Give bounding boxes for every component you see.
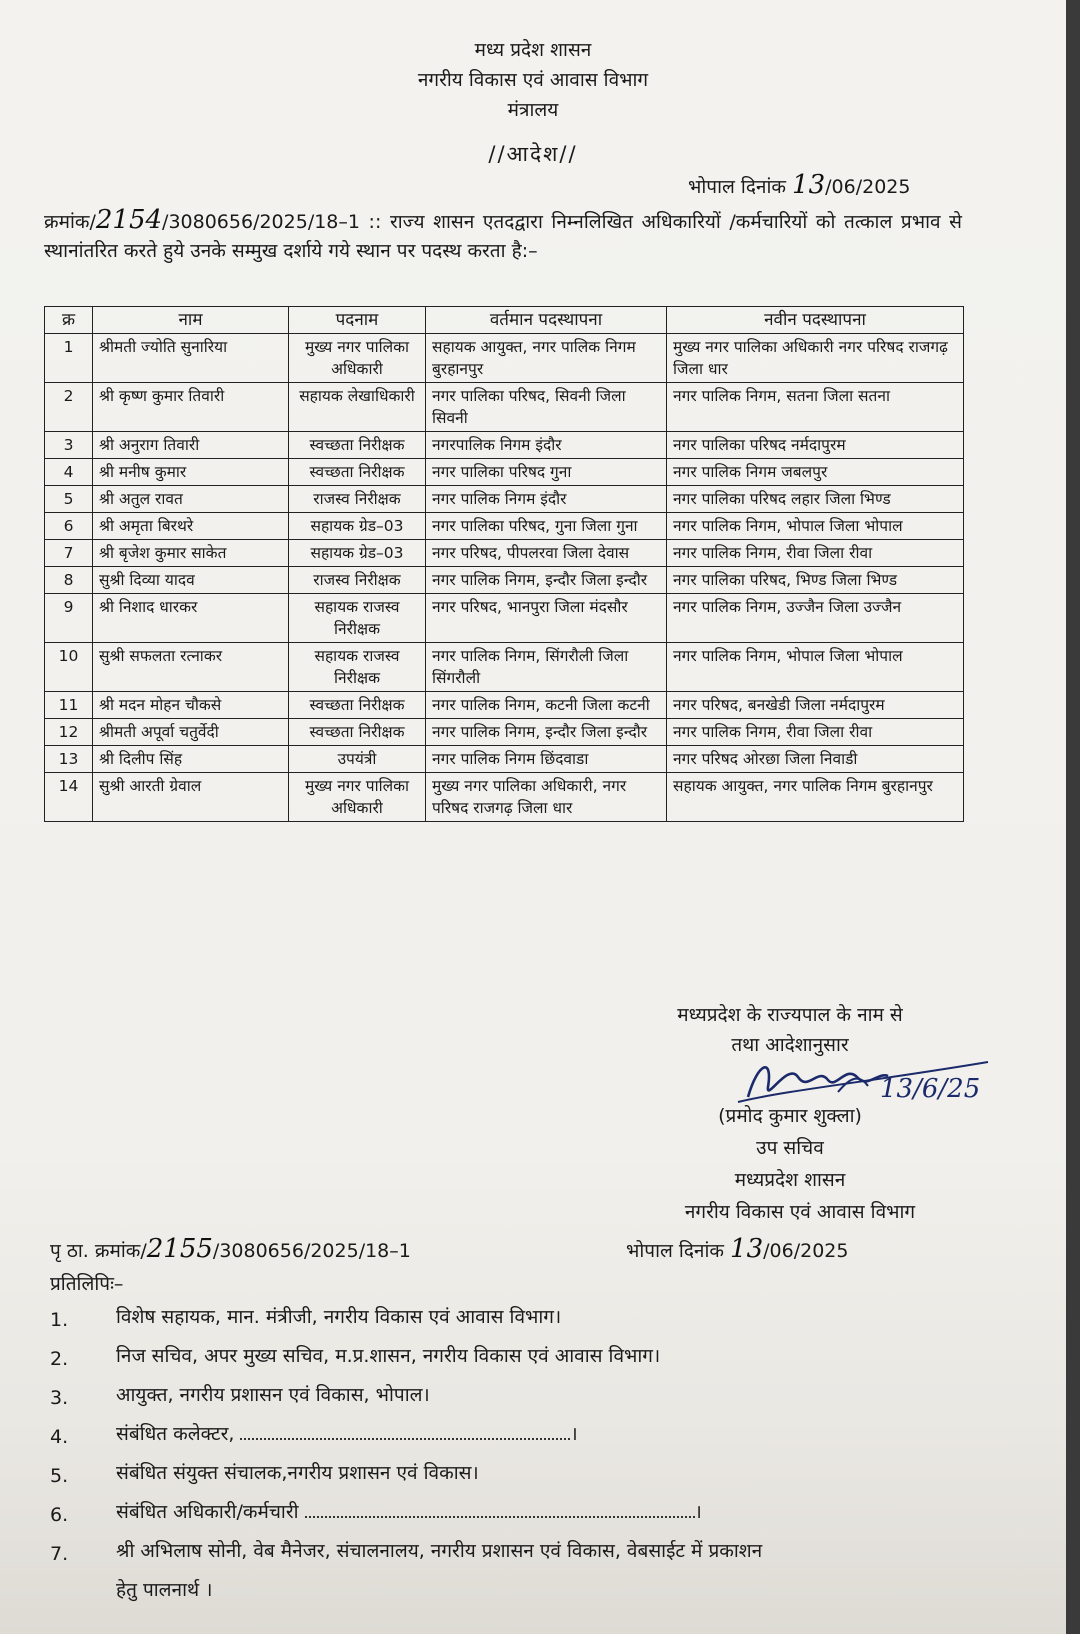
copy-item-continuation	[50, 1576, 990, 1615]
endorsement-date-prefix: भोपाल दिनांक	[626, 1240, 724, 1262]
date-suffix: /06/2025	[825, 176, 911, 198]
copy-item	[50, 1342, 990, 1381]
end-mark: ।	[694, 1501, 702, 1523]
date-handwritten: 13	[792, 170, 826, 200]
table-row	[45, 719, 964, 746]
cell-sno: 8	[45, 567, 93, 594]
table-row	[45, 746, 964, 773]
table-row	[45, 334, 964, 383]
signatory-department: नगरीय विकास एवं आवास विभाग	[684, 1201, 916, 1223]
order-paragraph	[44, 206, 962, 266]
cell-current: नगर पालिक निगम, सिंगरौली जिला सिंगरौली	[426, 643, 667, 692]
cell-sno: 10	[45, 643, 93, 692]
copy-item	[50, 1459, 990, 1498]
order-line: तथा आदेशानुसार	[731, 1034, 849, 1056]
end-mark: ।	[570, 1423, 578, 1445]
fill-blank	[240, 1424, 570, 1440]
cell-current: नगर पालिका परिषद, सिवनी जिला सिवनी	[426, 383, 667, 432]
date-prefix: भोपाल दिनांक	[688, 176, 786, 198]
cell-sno: 14	[45, 773, 93, 822]
table-body	[45, 334, 964, 822]
table-header-row	[45, 307, 964, 334]
order-date	[688, 170, 910, 200]
cell-current: नगर पालिका परिषद गुना	[426, 459, 667, 486]
cell-current: नगर पालिक निगम, कटनी जिला कटनी	[426, 692, 667, 719]
table-row	[45, 643, 964, 692]
cell-post: सहायक ग्रेड–03	[289, 540, 426, 567]
copy-item-number: 3.	[50, 1387, 69, 1409]
cell-post: राजस्व निरीक्षक	[289, 486, 426, 513]
endorsement-prefix: पृ ठा. क्रमांक/	[50, 1240, 147, 1262]
cell-new: नगर परिषद, बनखेडी जिला नर्मदापुरम	[667, 692, 964, 719]
cell-sno: 13	[45, 746, 93, 773]
cell-new: नगर पालिका परिषद, भिण्ड जिला भिण्ड	[667, 567, 964, 594]
copy-label: प्रतिलिपिः–	[50, 1273, 124, 1295]
cell-current: नगर पालिक निगम, इन्दौर जिला इन्दौर	[426, 567, 667, 594]
cell-name: श्री अनुराग तिवारी	[93, 432, 289, 459]
cell-current: नगर पालिका परिषद, गुना जिला गुना	[426, 513, 667, 540]
copy-item-text: संबंधित कलेक्टर,	[116, 1423, 235, 1445]
cell-post: स्वच्छता निरीक्षक	[289, 459, 426, 486]
fill-blank	[305, 1502, 695, 1518]
cell-name: श्री बृजेश कुमार साकेत	[93, 540, 289, 567]
order-number-handwritten: 2154	[95, 205, 163, 235]
col-header-new: नवीन पदस्थापना	[667, 307, 964, 334]
endorsement-number-handwritten: 2155	[146, 1234, 213, 1264]
cell-new: नगर पालिक निगम, रीवा जिला रीवा	[667, 540, 964, 567]
signature-date: 13/6/25	[880, 1074, 981, 1104]
cell-sno: 12	[45, 719, 93, 746]
copy-item	[50, 1303, 990, 1342]
copy-item-text: संबंधित अधिकारी/कर्मचारी	[116, 1501, 299, 1523]
col-header-sno: क्र	[45, 307, 93, 334]
header-govt: मध्य प्रदेश शासन	[474, 39, 592, 61]
cell-sno: 1	[45, 334, 93, 383]
cell-name: सुश्री दिव्या यादव	[93, 567, 289, 594]
cell-new: नगर पालिक निगम, भोपाल जिला भोपाल	[667, 513, 964, 540]
copy-item	[50, 1381, 990, 1420]
cell-post: मुख्य नगर पालिका अधिकारी	[289, 334, 426, 383]
cell-new: नगर पालिका परिषद नर्मदापुरम	[667, 432, 964, 459]
cell-name: श्री अतुल रावत	[93, 486, 289, 513]
cell-new: नगर पालिक निगम, भोपाल जिला भोपाल	[667, 643, 964, 692]
transfer-table	[44, 306, 964, 822]
cell-new: नगर परिषद ओरछा जिला निवाडी	[667, 746, 964, 773]
cell-sno: 3	[45, 432, 93, 459]
cell-current: मुख्य नगर पालिका अधिकारी, नगर परिषद राजगढ़ जिला धार	[426, 773, 667, 822]
table-row	[45, 594, 964, 643]
cell-post: स्वच्छता निरीक्षक	[289, 692, 426, 719]
cell-current: नगरपालिक निगम इंदौर	[426, 432, 667, 459]
copy-list	[50, 1303, 990, 1615]
endorsement-date-suffix: /06/2025	[763, 1240, 849, 1262]
cell-sno: 7	[45, 540, 93, 567]
cell-sno: 5	[45, 486, 93, 513]
endorsement-date-handwritten: 13	[730, 1234, 764, 1264]
cell-post: सहायक राजस्व निरीक्षक	[289, 594, 426, 643]
col-header-name: नाम	[93, 307, 289, 334]
copy-item-number: 7.	[50, 1543, 69, 1565]
copy-item-text: श्री अभिलाष सोनी, वेब मैनेजर, संचालनालय, नगरीय प्रशासन एवं विकास, वेबसाईट में प्रकाशन	[116, 1540, 763, 1562]
cell-current: नगर परिषद, भानपुरा जिला मंदसौर	[426, 594, 667, 643]
cell-post: सहायक राजस्व निरीक्षक	[289, 643, 426, 692]
cell-name: श्री अमृता बिरथरे	[93, 513, 289, 540]
cell-name: श्री कृष्ण कुमार तिवारी	[93, 383, 289, 432]
order-number-prefix: क्रमांक/	[44, 211, 96, 233]
cell-post: राजस्व निरीक्षक	[289, 567, 426, 594]
endorsement-date	[626, 1234, 848, 1264]
cell-post: सहायक लेखाधिकारी	[289, 383, 426, 432]
copy-item-text-wrap	[116, 1498, 702, 1524]
governor-line: मध्यप्रदेश के राज्यपाल के नाम से	[677, 1004, 903, 1026]
cell-name: सुश्री सफलता रत्नाकर	[93, 643, 289, 692]
copy-item-number: 1.	[50, 1309, 69, 1331]
copy-item-text: संबंधित संयुक्त संचालक,नगरीय प्रशासन एवं विकास।	[116, 1462, 479, 1484]
table-row	[45, 513, 964, 540]
header-department: नगरीय विकास एवं आवास विभाग	[417, 69, 649, 91]
copy-item	[50, 1498, 990, 1537]
cell-sno: 2	[45, 383, 93, 432]
copy-item-number: 6.	[50, 1504, 69, 1526]
cell-name: श्रीमती अपूर्वा चतुर्वेदी	[93, 719, 289, 746]
cell-post: सहायक ग्रेड–03	[289, 513, 426, 540]
header-ministry: मंत्रालय	[507, 99, 559, 121]
cell-name: श्री मनीष कुमार	[93, 459, 289, 486]
cell-post: स्वच्छता निरीक्षक	[289, 432, 426, 459]
copy-item	[50, 1537, 990, 1576]
cell-post: मुख्य नगर पालिका अधिकारी	[289, 773, 426, 822]
cell-new: नगर पालिका परिषद लहार जिला भिण्ड	[667, 486, 964, 513]
copy-item	[50, 1420, 990, 1459]
table-row	[45, 432, 964, 459]
signatory-name: (प्रमोद कुमार शुक्ला)	[718, 1105, 862, 1127]
cell-sno: 6	[45, 513, 93, 540]
copy-item-text: विशेष सहायक, मान. मंत्रीजी, नगरीय विकास एवं आवास विभाग।	[116, 1306, 562, 1328]
table-row	[45, 383, 964, 432]
copy-item-text: निज सचिव, अपर मुख्य सचिव, म.प्र.शासन, नगरीय विकास एवं आवास विभाग।	[116, 1345, 661, 1367]
signatory-org: मध्यप्रदेश शासन	[734, 1169, 846, 1191]
cell-name: सुश्री आरती ग्रेवाल	[93, 773, 289, 822]
cell-current: नगर पालिक निगम इंदौर	[426, 486, 667, 513]
cell-new: नगर पालिक निगम, सतना जिला सतना	[667, 383, 964, 432]
copy-item-number: 2.	[50, 1348, 69, 1370]
cell-sno: 4	[45, 459, 93, 486]
cell-new: सहायक आयुक्त, नगर पालिक निगम बुरहानपुर	[667, 773, 964, 822]
cell-name: श्रीमती ज्योति सुनारिया	[93, 334, 289, 383]
cell-new: मुख्य नगर पालिका अधिकारी नगर परिषद राजगढ़ जिला धार	[667, 334, 964, 383]
cell-current: नगर परिषद, पीपलरवा जिला देवास	[426, 540, 667, 567]
endorsement-suffix: /3080656/2025/18–1	[212, 1240, 411, 1262]
copy-item-text-wrap	[116, 1420, 578, 1446]
cell-name: श्री दिलीप सिंह	[93, 746, 289, 773]
signatory-designation: उप सचिव	[756, 1137, 824, 1159]
cell-name: श्री निशाद धारकर	[93, 594, 289, 643]
table-row	[45, 773, 964, 822]
table-row	[45, 459, 964, 486]
cell-sno: 9	[45, 594, 93, 643]
cell-current: सहायक आयुक्त, नगर पालिक निगम बुरहानपुर	[426, 334, 667, 383]
table-row	[45, 486, 964, 513]
cell-sno: 11	[45, 692, 93, 719]
col-header-current: वर्तमान पदस्थापना	[426, 307, 667, 334]
copy-item-number: 4.	[50, 1426, 69, 1448]
order-text: /3080656/2025/18–1 :: राज्य शासन एतदद्वारा निम्नलिखित अधिकारियों /कर्मचारियों को तत्काल प्रभाव से स्थानांतरित करते हुये उनके सम्मुख दर्शाये गये स्थान पर पदस्थ करता है:–	[44, 211, 962, 262]
order-title: //आदेश//	[488, 142, 578, 166]
table-row	[45, 567, 964, 594]
cell-current: नगर पालिक निगम छिंदवाडा	[426, 746, 667, 773]
cell-new: नगर पालिक निगम, रीवा जिला रीवा	[667, 719, 964, 746]
table-row	[45, 540, 964, 567]
copy-item-text: हेतु पालनार्थ ।	[116, 1579, 213, 1601]
table-row	[45, 692, 964, 719]
cell-current: नगर पालिक निगम, इन्दौर जिला इन्दौर	[426, 719, 667, 746]
col-header-post: पदनाम	[289, 307, 426, 334]
cell-new: नगर पालिक निगम, उज्जैन जिला उज्जैन	[667, 594, 964, 643]
screen-edge	[1066, 0, 1080, 1634]
copy-item-number: 5.	[50, 1465, 69, 1487]
cell-new: नगर पालिक निगम जबलपुर	[667, 459, 964, 486]
endorsement-number	[50, 1234, 411, 1264]
cell-post: उपयंत्री	[289, 746, 426, 773]
cell-name: श्री मदन मोहन चौकसे	[93, 692, 289, 719]
copy-item-text: आयुक्त, नगरीय प्रशासन एवं विकास, भोपाल।	[116, 1384, 430, 1406]
cell-post: स्वच्छता निरीक्षक	[289, 719, 426, 746]
